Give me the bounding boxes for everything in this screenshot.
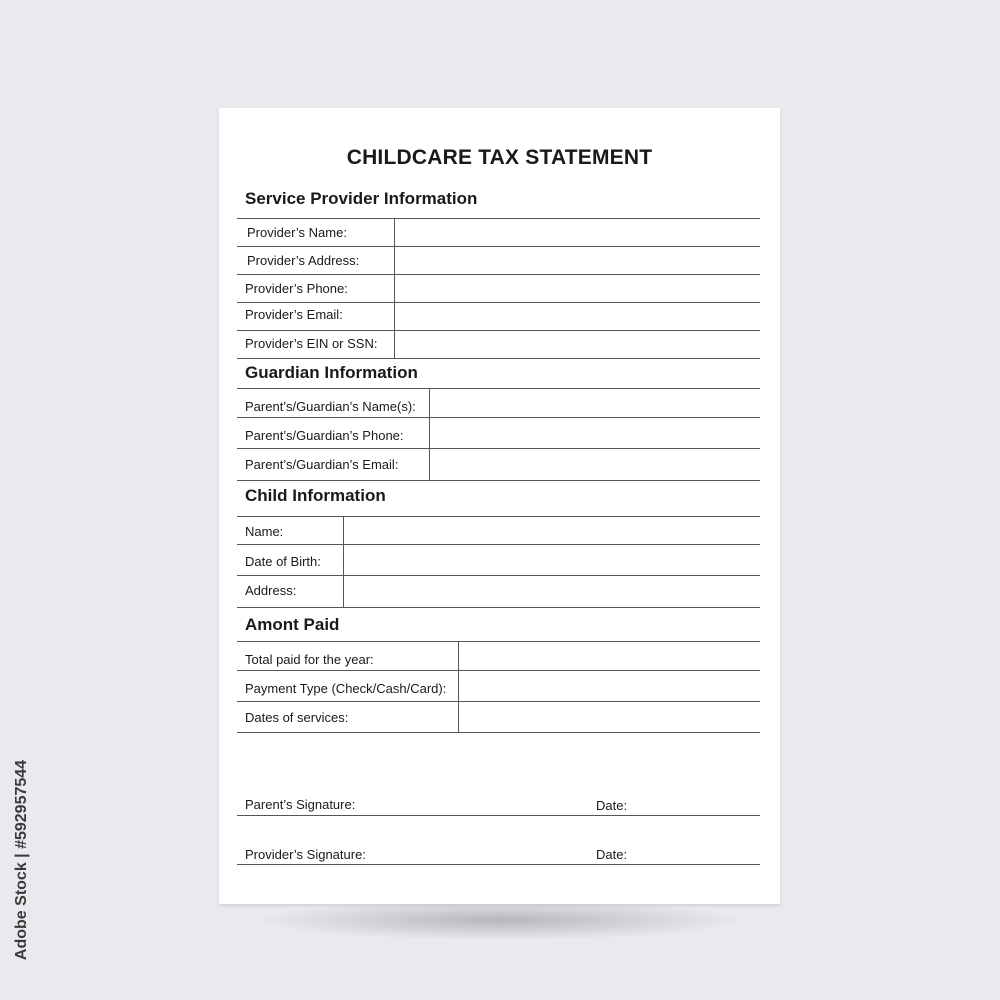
section-heading-guardian: Guardian Information bbox=[245, 363, 418, 382]
divider bbox=[237, 358, 760, 359]
dates-of-services-label: Dates of services: bbox=[245, 710, 349, 725]
payment-type-label: Payment Type (Check/Cash/Card): bbox=[245, 681, 447, 696]
section-heading-child: Child Information bbox=[245, 486, 386, 505]
guardian-phone-field[interactable] bbox=[430, 418, 760, 448]
total-paid-field[interactable] bbox=[459, 642, 760, 670]
signature-line bbox=[237, 864, 760, 865]
provider-email-label: Provider’s Email: bbox=[245, 307, 343, 322]
total-paid-label: Total paid for the year: bbox=[245, 652, 374, 667]
dates-of-services-field[interactable] bbox=[459, 702, 760, 732]
provider-address-label: Provider’s Address: bbox=[247, 253, 360, 268]
provider-address-field[interactable] bbox=[395, 247, 760, 274]
provider-signature-field[interactable] bbox=[374, 837, 589, 864]
provider-email-field[interactable] bbox=[395, 303, 760, 330]
provider-name-label: Provider’s Name: bbox=[247, 225, 347, 240]
signature-line bbox=[237, 815, 760, 816]
child-name-field[interactable] bbox=[344, 517, 760, 544]
guardian-name-field[interactable] bbox=[430, 389, 760, 417]
section-heading-amount: Amont Paid bbox=[245, 615, 340, 634]
watermark-text: Adobe Stock | #592957544 bbox=[13, 759, 30, 961]
child-dob-field[interactable] bbox=[344, 545, 760, 575]
form-title: CHILDCARE TAX STATEMENT bbox=[346, 146, 653, 169]
provider-date-field[interactable] bbox=[631, 837, 760, 864]
provider-phone-label: Provider’s Phone: bbox=[245, 281, 348, 296]
page-drop-shadow bbox=[260, 900, 740, 940]
parent-signature-field[interactable] bbox=[369, 788, 589, 815]
parent-date-field[interactable] bbox=[631, 788, 760, 815]
child-name-label: Name: bbox=[245, 524, 284, 539]
parent-date-label: Date: bbox=[596, 798, 628, 813]
provider-phone-field[interactable] bbox=[395, 275, 760, 302]
provider-ein-field[interactable] bbox=[395, 331, 760, 358]
provider-name-field[interactable] bbox=[395, 219, 760, 246]
provider-signature-label: Provider’s Signature: bbox=[245, 847, 366, 862]
provider-date-label: Date: bbox=[596, 847, 628, 862]
divider bbox=[237, 607, 760, 608]
section-heading-provider: Service Provider Information bbox=[245, 189, 478, 208]
parent-signature-label: Parent’s Signature: bbox=[245, 797, 356, 812]
child-address-field[interactable] bbox=[344, 576, 760, 607]
divider bbox=[237, 480, 760, 481]
stock-watermark bbox=[2, 760, 42, 960]
guardian-phone-label: Parent’s/Guardian’s Phone: bbox=[245, 428, 404, 443]
guardian-email-label: Parent’s/Guardian’s Email: bbox=[245, 457, 399, 472]
provider-ein-label: Provider’s EIN or SSN: bbox=[245, 336, 378, 351]
child-address-label: Address: bbox=[245, 583, 297, 598]
divider bbox=[237, 732, 760, 733]
payment-type-field[interactable] bbox=[459, 671, 760, 701]
form-page bbox=[219, 108, 780, 904]
guardian-name-label: Parent’s/Guardian’s Name(s): bbox=[245, 399, 416, 414]
guardian-email-field[interactable] bbox=[430, 449, 760, 480]
child-dob-label: Date of Birth: bbox=[245, 554, 321, 569]
